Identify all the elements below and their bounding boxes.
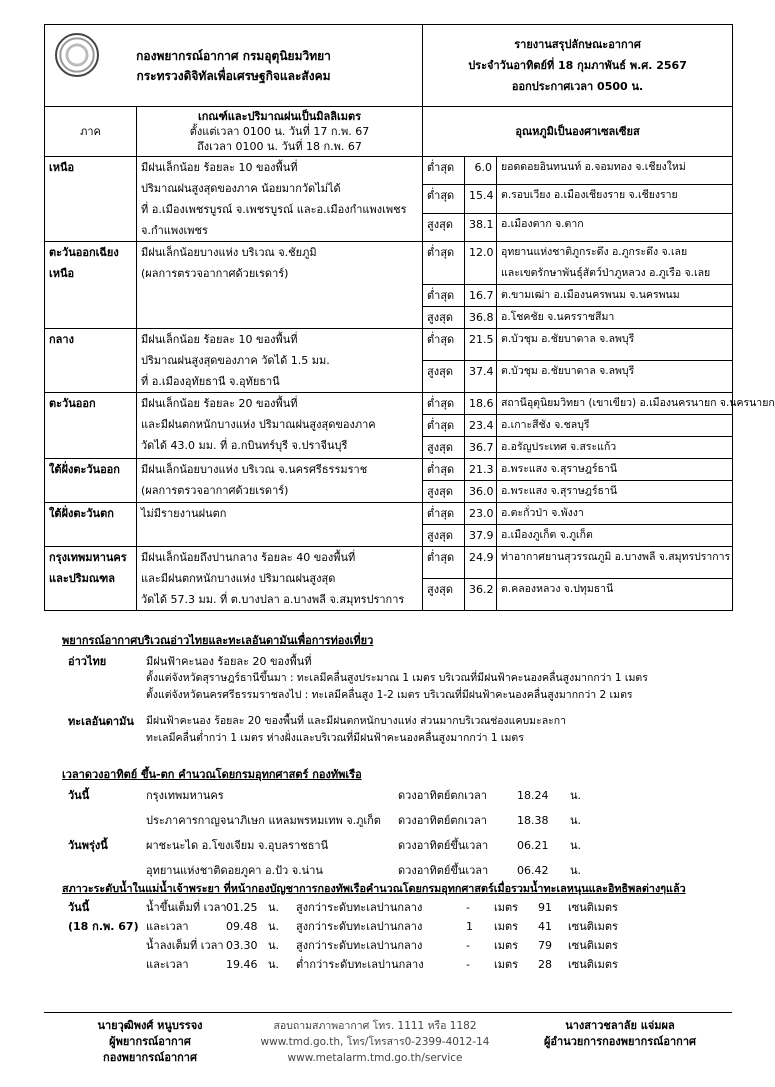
temp-place [497,437,733,459]
temp-label: ต่ำสุด [423,185,465,213]
temp-place [497,307,733,329]
temp-label: สูงสุด [423,579,465,611]
col-temp: อุณหภูมิเป็นองศาเซลเซียส [423,107,733,157]
sea-forecast-title: พยากรณ์อากาศบริเวณอ่าวไทยและทะเลอันดามันเพื่อการท่องเที่ยว [62,634,374,647]
department-seal-icon [55,33,99,77]
director-name: นางสาวชลาลัย แจ่มผล [565,1019,675,1032]
temp-value: 23.4 [465,415,497,437]
sun-event: ดวงอาทิตย์ตกเวลา [398,789,487,802]
region-rain [137,157,423,242]
tide-time: 01.25 [226,901,258,914]
director-title: ผู้อำนวยการกองพยากรณ์อากาศ [543,1035,696,1048]
rain-line: มีฝนเล็กน้อย ร้อยละ 10 ของพื้นที่ [141,161,298,174]
temp-label: ต่ำสุด [423,393,465,415]
tide-centimeters: 79 [538,939,552,952]
temp-label: ต่ำสุด [423,547,465,579]
tide-time: 03.30 [226,939,258,952]
sun-place: กรุงเทพมหานคร [146,789,224,802]
region-rain [137,242,423,329]
sun-today-label: วันนี้ [68,789,90,802]
sun-unit: น. [570,814,582,827]
temp-value: 36.7 [465,437,497,459]
tide-centimeters: 91 [538,901,552,914]
region-row [45,157,733,185]
temp-place-text: ต.บัวชุม อ.ชัยบาดาล จ.ลพบุรี [501,333,635,345]
sun-event: ดวงอาทิตย์ขึ้นเวลา [398,864,489,877]
sun-unit: น. [570,839,582,852]
tide-relation: สูงกว่าระดับทะเลปานกลาง [296,901,423,914]
footer-divider [44,1012,732,1013]
region-row [45,242,733,285]
tide-meter-unit: เมตร [494,939,519,952]
sun-unit: น. [570,789,582,802]
temp-label: ต่ำสุด [423,459,465,481]
temp-place [497,579,733,611]
andaman-label: ทะเลอันดามัน [68,715,134,728]
temp-label: สูงสุด [423,213,465,241]
region-name [45,393,137,459]
tide-day-label: วันนี้ [68,901,90,914]
tide-meters: 1 [466,920,473,933]
temp-value: 23.0 [465,503,497,525]
region-name [45,329,137,393]
region-name-text: ตะวันออกเฉียงเหนือ [49,246,119,280]
tide-lead: น้ำลงเต็มที่ เวลา [146,939,224,952]
temp-place-text: อ.เมืองภูเก็ต จ.ภูเก็ต [501,529,593,541]
temp-value: 38.1 [465,213,497,241]
temp-place-text: อ.อรัญประเทศ จ.สระแก้ว [501,441,617,453]
region-rain [137,547,423,611]
rain-line: จ.กำแพงเพชร [141,224,208,237]
region-row [45,393,733,415]
tide-meter-unit: เมตร [494,901,519,914]
temp-label: ต่ำสุด [423,285,465,307]
temp-value: 36.2 [465,579,497,611]
tide-meters: - [466,901,470,914]
region-name [45,503,137,547]
contact-service-link[interactable]: www.metalarm.tmd.go.th/service [287,1052,463,1064]
temp-label: ต่ำสุด [423,329,465,361]
temp-label: สูงสุด [423,361,465,393]
region-row [45,547,733,579]
region-rows [45,157,775,611]
gulf-line-1: มีฝนฟ้าคะนอง ร้อยละ 20 ของพื้นที่ [146,655,312,668]
region-name-text: กรุงเทพมหานคร [49,551,127,564]
tide-lead: และเวลา [146,920,189,933]
sea-forecast-section [62,632,742,753]
temp-place-text: อ.พระแสง จ.สุราษฎร์ธานี [501,485,618,497]
sun-unit: น. [570,864,582,877]
temp-label: ต่ำสุด [423,157,465,185]
tide-meters: - [466,958,470,971]
temp-place-text: อ.ตะกั่วป่า จ.พังงา [501,507,584,519]
department-name: กองพยากรณ์อากาศ กรมอุตุนิยมวิทยา [136,48,331,63]
temp-place [497,415,733,437]
region-name-text: เหนือ [49,161,75,174]
rain-line: มีฝนเล็กน้อยถึงปานกลาง ร้อยละ 40 ของพื้นที่ [141,551,356,564]
temp-place-text: ต.คลองหลวง จ.ปทุมธานี [501,583,614,595]
temp-place [497,481,733,503]
temp-place-text: สถานีอุตุนิยมวิทยา (เขาเขียว) อ.เมืองนครนายก จ.นครนายก [501,397,775,409]
region-name-text: ใต้ฝั่งตะวันออก [49,463,120,476]
rain-line: ปริมาณฝนสูงสุดของภาค วัดได้ 1.5 มม. [141,354,330,367]
temp-place-text: อ.พระแสง จ.สุราษฎร์ธานี [501,463,618,475]
temp-label: สูงสุด [423,307,465,329]
region-name [45,157,137,242]
tide-cm-unit: เซนติเมตร [568,920,618,933]
rain-line: มีฝนเล็กน้อย ร้อยละ 10 ของพื้นที่ [141,333,298,346]
tide-title: สภาวะระดับน้ำในแม่น้ำเจ้าพระยา ที่หน้ากองบัญชาการกองทัพเรือคำนวณโดยกรมอุทกศาสตร์เมื่อรวมน้ำทะเลหนุนและอิทธิพลต่างๆแล้ว [62,882,686,895]
andaman-line-2: ทะเลมีคลื่นต่ำกว่า 1 เมตร ห่างฝั่งและบริเวณที่มีฝนฟ้าคะนองคลื่นสูงมากกว่า 1 เมตร [146,732,524,744]
temp-place-text: อ.เมืองตาก จ.ตาก [501,217,584,230]
temp-place-text: ต.รอบเวียง อ.เมืองเชียงราย จ.เชียงราย [501,189,678,202]
rain-line: (ผลการตรวจอากาศด้วยเรดาร์) [141,267,289,280]
tide-unit: น. [268,958,280,971]
temp-place [497,393,775,415]
sun-time: 18.24 [517,789,549,802]
tide-lead: น้ำขึ้นเต็มที่ เวลา [146,901,227,914]
region-name-text: ใต้ฝั่งตะวันตก [49,507,114,520]
temp-place [497,185,733,213]
gulf-label: อ่าวไทย [68,655,107,668]
andaman-line-1: มีฝนฟ้าคะนอง ร้อยละ 20 ของพื้นที่ และมีฝนตกหนักบางแห่ง ส่วนมากบริเวณช่องแคบมะละกา [146,715,567,727]
temp-place [497,503,733,525]
tide-unit: น. [268,901,280,914]
tide-unit: น. [268,920,280,933]
region-row [45,459,733,481]
sun-times-title: เวลาดวงอาทิตย์ ขึ้น-ตก คำนวณโดยกรมอุทกศาสตร์ กองทัพเรือ [62,768,362,781]
temp-value: 36.8 [465,307,497,329]
temp-value: 18.6 [465,393,497,415]
sun-tomorrow-label: วันพรุ่งนี้ [68,839,108,852]
region-row [45,503,733,525]
temp-place [497,329,733,361]
contact-web[interactable]: www.tmd.go.th, โทร/โทรสาร0-2399-4012-14 [260,1036,490,1048]
tide-centimeters: 28 [538,958,552,971]
gulf-line-2: ตั้งแต่จังหวัดสุราษฎร์ธานีขึ้นมา : ทะเลมีคลื่นสูงประมาณ 1 เมตร บริเวณที่มีฝนฟ้าคะนองคลื่นสูงมากกว่า 1 เมตร [146,672,648,684]
tide-meter-unit: เมตร [494,958,519,971]
tide-relation: ต่ำกว่าระดับทะเลปานกลาง [296,958,424,971]
temp-place [497,285,733,307]
weather-summary-table [44,24,775,611]
temp-place [497,242,733,285]
header-right-cell [423,25,733,107]
col-rain [137,107,423,157]
region-name-text-2: และปริมณฑล [49,572,115,585]
forecaster-name: นายวุฒิพงศ์ หนูบรรจง [97,1019,203,1032]
temp-label: ต่ำสุด [423,503,465,525]
temp-place [497,157,733,185]
footer-forecaster [60,1018,240,1066]
temp-label: ต่ำสุด [423,415,465,437]
region-name [45,547,137,611]
sun-place: ประภาคารกาญจนาภิเษก แหลมพรหมเทพ จ.ภูเก็ต [146,814,381,827]
header-left-cell [45,25,423,107]
temp-place-text: อ.เกาะสีชัง จ.ชลบุรี [501,419,590,431]
tide-cm-unit: เซนติเมตร [568,901,618,914]
ministry-name: กระทรวงดิจิทัลเพื่อเศรษฐกิจและสังคม [136,68,331,83]
rain-line: วัดได้ 57.3 มม. ที่ ต.บางปลา อ.บางพลี จ.สมุทรปราการ [141,593,405,606]
temp-value: 37.4 [465,361,497,393]
sun-event: ดวงอาทิตย์ขึ้นเวลา [398,839,489,852]
region-name-text: ตะวันออก [49,397,96,410]
temp-place-text: อุทยานแห่งชาติภูกระดึง อ.ภูกระดึง จ.เลย [501,246,688,258]
rain-line: และมีฝนตกหนักบางแห่ง ปริมาณฝนสูงสุด [141,572,336,585]
temp-place [497,459,733,481]
sun-time: 06.21 [517,839,549,852]
col-rain-title: เกณฑ์และปริมาณฝนเป็นมิลลิเมตร [197,110,362,123]
tide-lead: และเวลา [146,958,189,971]
temp-value: 36.0 [465,481,497,503]
report-date: ประจำวันอาทิตย์ที่ 18 กุมภาพันธ์ พ.ศ. 2567 [468,59,687,72]
footer-contact [240,1018,510,1066]
rain-line: (ผลการตรวจอากาศด้วยเรดาร์) [141,484,289,497]
tide-cm-unit: เซนติเมตร [568,939,618,952]
temp-place [497,525,733,547]
forecaster-division: กองพยากรณ์อากาศ [103,1051,197,1064]
rain-line: มีฝนเล็กน้อย ร้อยละ 20 ของพื้นที่ [141,397,298,410]
region-rain [137,329,423,393]
col-rain-to: ถึงเวลา 0100 น. วันที่ 18 ก.พ. 67 [197,140,362,153]
rain-line: และมีฝนตกหนักบางแห่ง ปริมาณฝนสูงสุดของภาค [141,418,376,431]
region-name-text: กลาง [49,333,74,346]
rain-line: ที่ อ.เมืองเพชรบูรณ์ จ.เพชรบูรณ์ และอ.เมืองกำแพงเพชร [141,203,407,216]
gulf-line-3: ตั้งแต่จังหวัดนครศรีธรรมราชลงไป : ทะเลมีคลื่นสูง 1-2 เมตร บริเวณที่มีฝนฟ้าคะนองคลื่นสูงมากกว่า 2 เมตร [146,689,633,701]
tide-meter-unit: เมตร [494,920,519,933]
temp-place [497,213,733,241]
temp-value: 21.3 [465,459,497,481]
forecaster-title: ผู้พยากรณ์อากาศ [109,1035,191,1048]
temp-place [497,361,733,393]
temp-value: 21.5 [465,329,497,361]
temp-place-text: ต.บัวชุม อ.ชัยบาดาล จ.ลพบุรี [501,365,635,377]
rain-line: ไม่มีรายงานฝนตก [141,507,227,520]
temp-place-text: ต.ขามเฒ่า อ.เมืองนครพนม จ.นครพนม [501,289,680,301]
region-name [45,242,137,329]
contact-phone: สอบถามสภาพอากาศ โทร. 1111 หรือ 1182 [273,1020,477,1032]
region-rain [137,459,423,503]
sun-event: ดวงอาทิตย์ตกเวลา [398,814,487,827]
region-name [45,459,137,503]
temp-value: 12.0 [465,242,497,285]
temp-place-text-2: และเขตรักษาพันธุ์สัตว์ป่าภูหลวง อ.ภูเรือ จ.เลย [501,267,711,279]
sun-place: ผาชะนะได อ.โขงเจียม จ.อุบลราชธานี [146,839,329,852]
footer-director [510,1018,730,1050]
rain-line: วัดได้ 43.0 มม. ที่ อ.กบินทร์บุรี จ.ปราจีนบุรี [141,439,348,452]
tide-unit: น. [268,939,280,952]
temp-value: 15.4 [465,185,497,213]
sun-place: อุทยานแห่งชาติดอยภูคา อ.ปัว จ.น่าน [146,864,323,877]
temp-label: สูงสุด [423,525,465,547]
temp-label: สูงสุด [423,481,465,503]
sun-time: 06.42 [517,864,549,877]
col-rain-from: ตั้งแต่เวลา 0100 น. วันที่ 17 ก.พ. 67 [189,125,370,138]
temp-label: ต่ำสุด [423,242,465,285]
temp-value: 37.9 [465,525,497,547]
tide-cm-unit: เซนติเมตร [568,958,618,971]
temp-place-text: ยอดดอยอินทนนท์ อ.จอมทอง จ.เชียงใหม่ [501,161,686,173]
temp-value: 6.0 [465,157,497,185]
report-title: รายงานสรุปลักษณะอากาศ [514,38,641,51]
tide-time: 09.48 [226,920,258,933]
temp-place-text: อ.โชคชัย จ.นครราชสีมา [501,311,615,323]
temp-label: สูงสุด [423,437,465,459]
tide-date-label: (18 ก.พ. 67) [68,920,139,933]
sun-time: 18.38 [517,814,549,827]
region-row [45,329,733,361]
temp-value: 16.7 [465,285,497,307]
temp-place [497,547,733,579]
sun-times-section [62,766,742,887]
rain-line: มีฝนเล็กน้อยบางแห่ง บริเวณ จ.ชัยภูมิ [141,246,317,259]
tide-meters: - [466,939,470,952]
col-region: ภาค [45,107,137,157]
region-rain [137,503,423,547]
region-rain [137,393,423,459]
rain-line: ที่ อ.เมืองอุทัยธานี จ.อุทัยธานี [141,375,280,388]
rain-line: ปริมาณฝนสูงสุดของภาค น้อยมากวัดไม่ได้ [141,182,341,195]
tide-relation: สูงกว่าระดับทะเลปานกลาง [296,939,423,952]
tide-time: 19.46 [226,958,258,971]
rain-line: มีฝนเล็กน้อยบางแห่ง บริเวณ จ.นครศรีธรรมราช [141,463,368,476]
temp-value: 24.9 [465,547,497,579]
tide-section [62,880,752,975]
report-issue-time: ออกประกาศเวลา 0500 น. [511,80,644,93]
tide-relation: สูงกว่าระดับทะเลปานกลาง [296,920,423,933]
tide-centimeters: 41 [538,920,552,933]
temp-place-text: ท่าอากาศยานสุวรรณภูมิ อ.บางพลี จ.สมุทรปราการ [501,551,731,563]
